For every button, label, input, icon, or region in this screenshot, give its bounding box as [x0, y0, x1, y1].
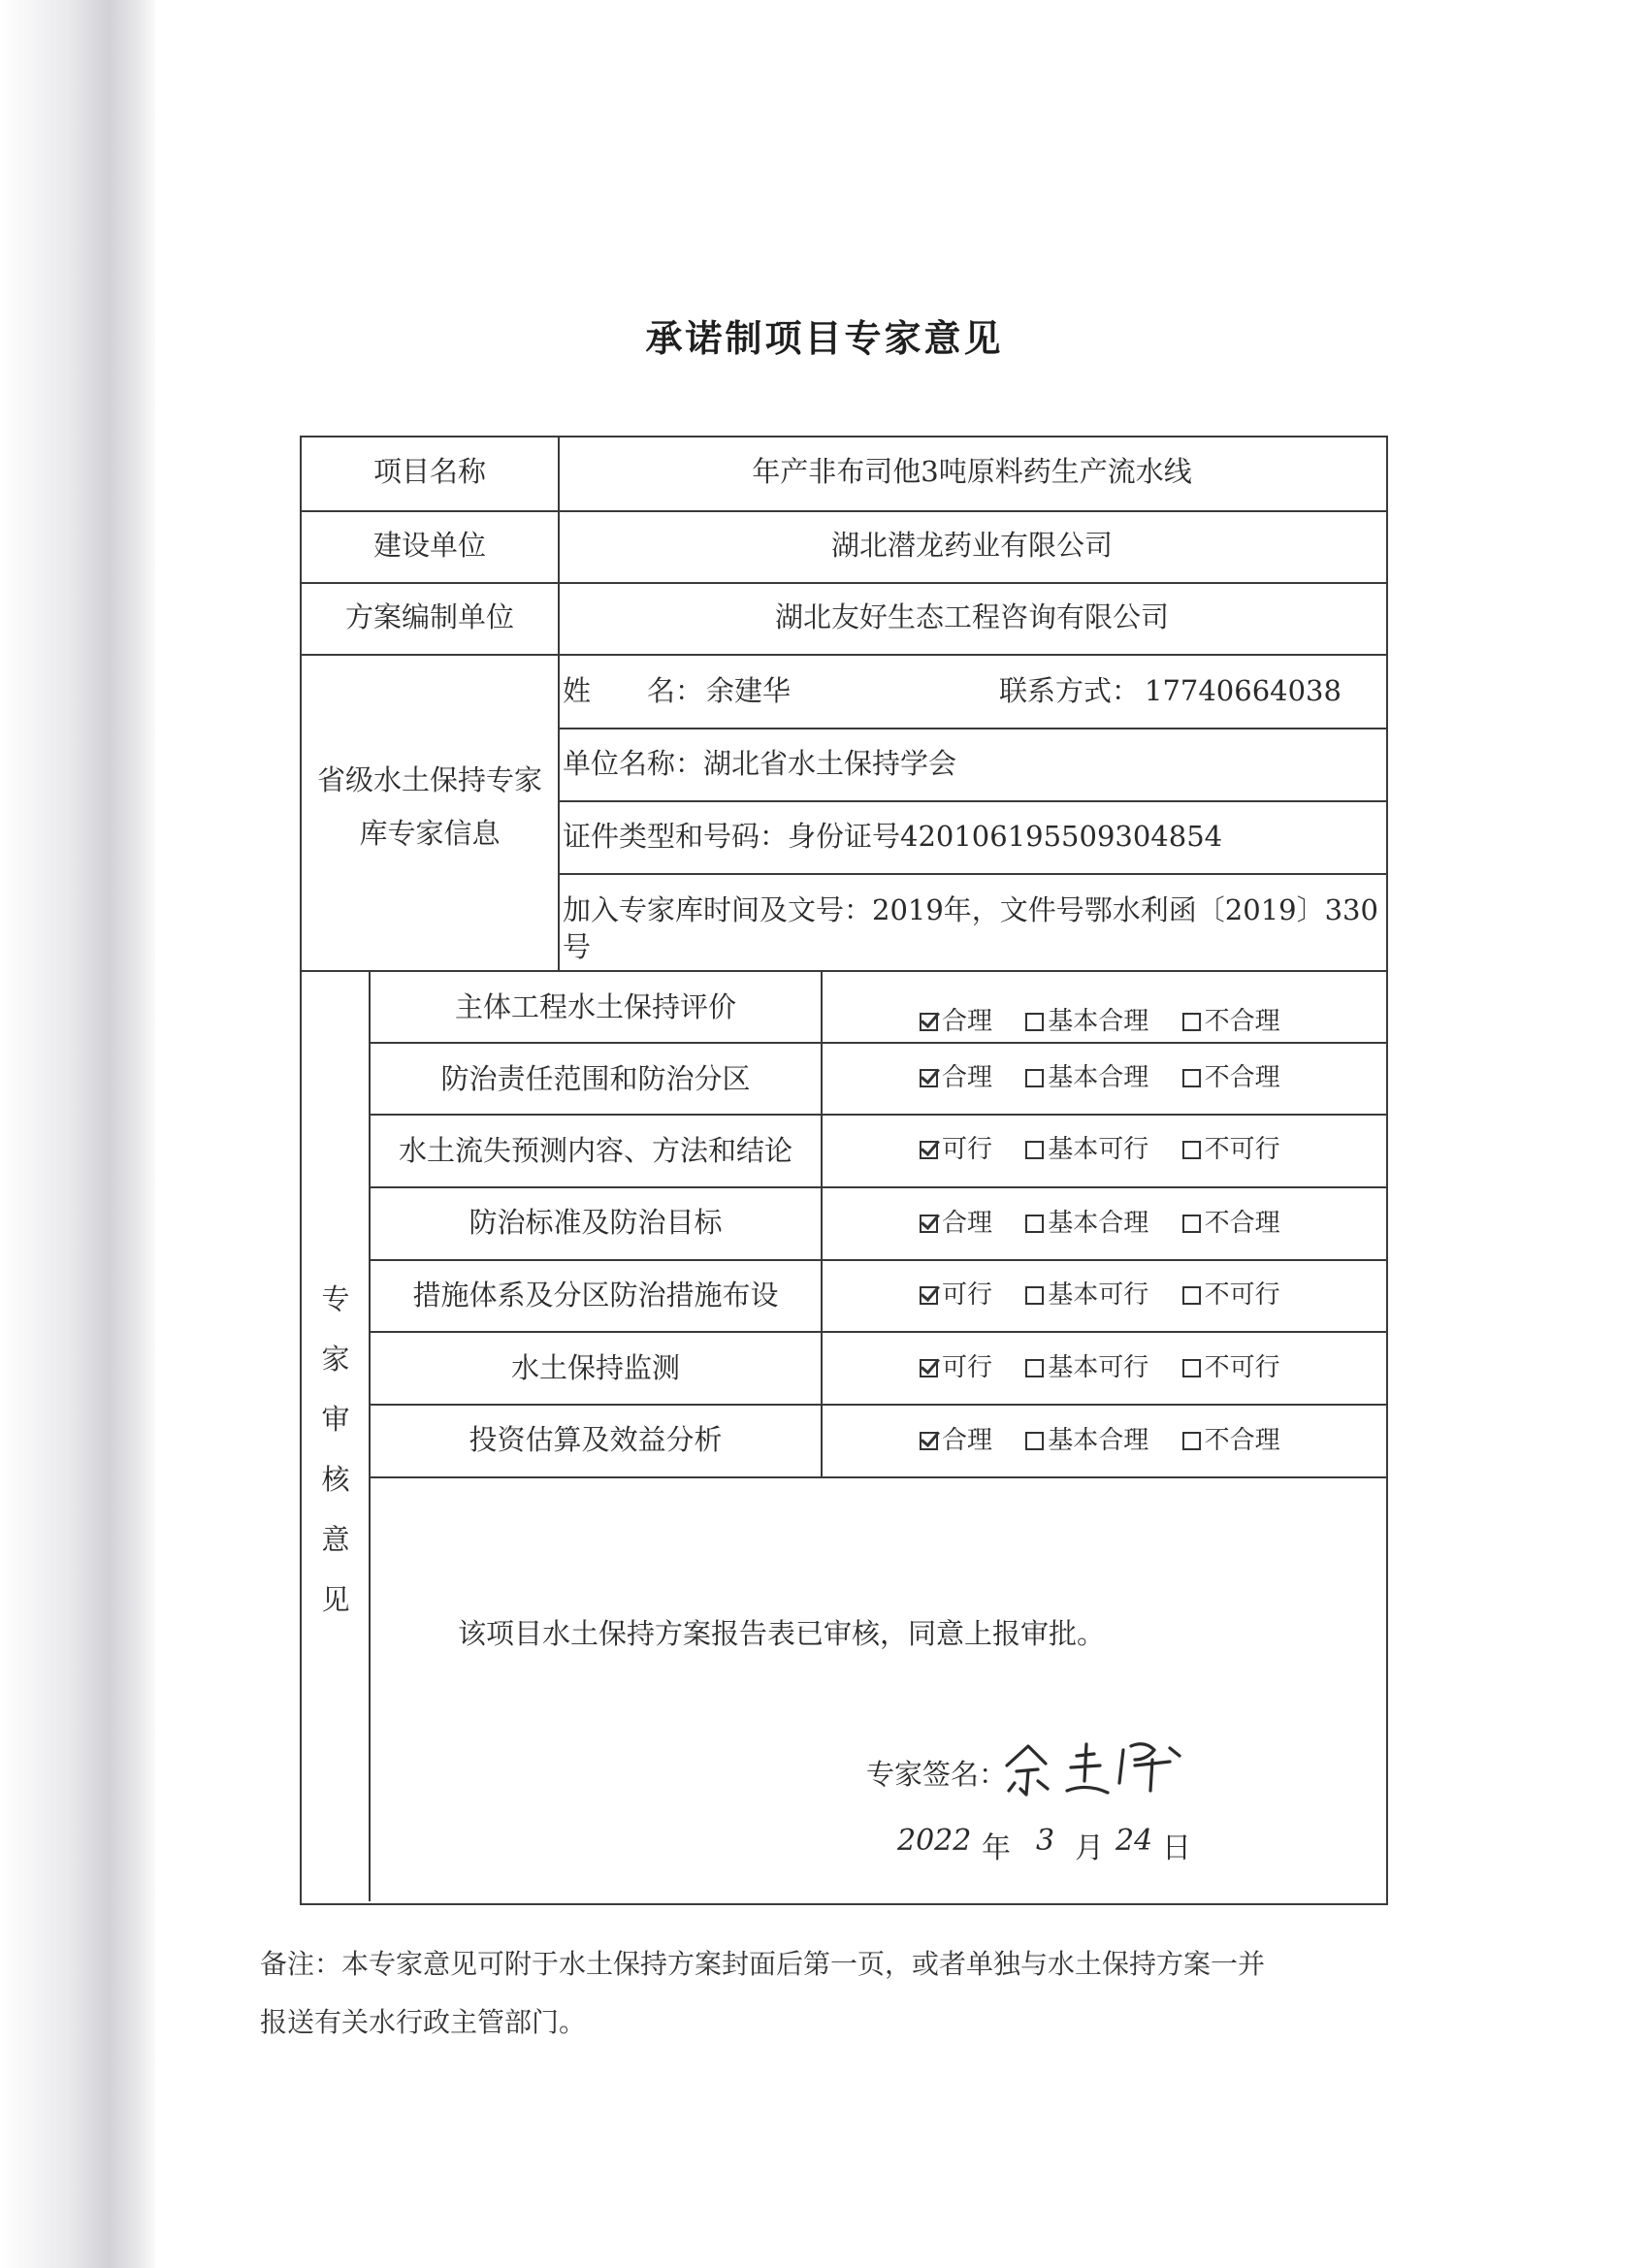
row-divider: [369, 1114, 1386, 1116]
row-divider: [369, 1331, 1386, 1333]
checked-box-icon: [920, 1432, 938, 1450]
review-options: [920, 1428, 1280, 1453]
review-item: 防治责任范围和防治分区: [440, 1062, 751, 1095]
project-name-label: 项目名称: [372, 455, 486, 488]
expert-name-label: 姓 名：: [563, 674, 704, 707]
review-label-char: 专: [321, 1282, 350, 1315]
section-divider: [300, 970, 1386, 972]
column-divider: [821, 970, 823, 1476]
checked-box-icon: [920, 1013, 938, 1031]
expert-info-label-line2: 库专家信息: [359, 817, 501, 850]
review-conclusion: 该项目水土保持方案报告表已审核，同意上报审批。: [458, 1617, 1106, 1650]
document-title: 承诺制项目专家意见: [645, 316, 1004, 360]
review-label-char: 意: [321, 1523, 350, 1556]
review-label-char: 核: [321, 1463, 350, 1496]
option-checkbox[interactable]: 基本合理: [1025, 1063, 1148, 1092]
review-item: 主体工程水土保持评价: [454, 990, 736, 1023]
option-checkbox[interactable]: 不合理: [1182, 1426, 1280, 1455]
option-checkbox[interactable]: 可行: [920, 1135, 992, 1164]
empty-box-icon: [1182, 1013, 1201, 1031]
checked-box-icon: [920, 1286, 938, 1305]
review-item: 水土保持监测: [510, 1351, 680, 1384]
option-checkbox[interactable]: 合理: [920, 1209, 992, 1238]
checked-box-icon: [920, 1359, 938, 1377]
column-divider: [558, 436, 560, 970]
empty-box-icon: [1025, 1069, 1044, 1087]
expert-id: 证件类型和号码：身份证号420106195509304854: [563, 820, 1223, 853]
option-checkbox[interactable]: 合理: [920, 1007, 992, 1036]
option-checkbox[interactable]: 不可行: [1182, 1135, 1280, 1164]
option-checkbox[interactable]: 合理: [920, 1063, 992, 1092]
date-day: 24: [1116, 1824, 1153, 1858]
review-item: 投资估算及效益分析: [469, 1423, 723, 1456]
expert-org: 单位名称：湖北省水土保持学会: [563, 747, 957, 780]
signature-label: 专家签名：: [866, 1758, 1008, 1791]
option-checkbox[interactable]: 不可行: [1182, 1353, 1280, 1382]
row-divider: [300, 582, 1386, 584]
option-checkbox[interactable]: 不合理: [1182, 1063, 1280, 1092]
review-label-char: 见: [321, 1583, 350, 1616]
empty-box-icon: [1182, 1286, 1201, 1305]
checked-box-icon: [920, 1141, 938, 1159]
row-divider: [558, 873, 1386, 875]
empty-box-icon: [1025, 1432, 1044, 1450]
option-checkbox[interactable]: 基本合理: [1025, 1007, 1148, 1036]
review-options: [920, 1282, 1280, 1308]
option-checkbox[interactable]: 合理: [920, 1426, 992, 1455]
builder-label: 建设单位: [372, 529, 486, 562]
row-divider: [558, 800, 1386, 802]
option-checkbox[interactable]: 基本可行: [1025, 1280, 1148, 1310]
empty-box-icon: [1025, 1215, 1044, 1233]
expert-join-line2: 号: [563, 930, 592, 963]
row-divider: [558, 728, 1386, 729]
row-divider: [369, 1259, 1386, 1261]
date-day-unit: 日: [1162, 1831, 1191, 1865]
empty-box-icon: [1182, 1215, 1201, 1233]
checked-box-icon: [920, 1215, 938, 1233]
compiler-label: 方案编制单位: [344, 600, 514, 633]
footnote-line1: 备注：本专家意见可附于水土保持方案封面后第一页，或者单独与水土保持方案一并: [260, 1948, 1266, 1980]
builder-value: 湖北潜龙药业有限公司: [830, 529, 1113, 562]
expert-contact-label: 联系方式：: [999, 674, 1141, 707]
option-checkbox[interactable]: 不可行: [1182, 1280, 1280, 1310]
date-month: 3: [1036, 1824, 1055, 1858]
row-divider: [369, 1404, 1386, 1406]
review-options: [920, 1211, 1280, 1236]
project-name-value: 年产非布司他3吨原料药生产流水线: [752, 455, 1192, 488]
empty-box-icon: [1182, 1069, 1201, 1087]
row-divider: [300, 510, 1386, 512]
option-checkbox[interactable]: 可行: [920, 1280, 992, 1310]
option-checkbox[interactable]: 基本可行: [1025, 1135, 1148, 1164]
empty-box-icon: [1025, 1141, 1044, 1159]
date-year-unit: 年: [982, 1831, 1011, 1865]
review-options: [920, 1065, 1280, 1090]
checked-box-icon: [920, 1069, 938, 1087]
empty-box-icon: [1025, 1359, 1044, 1377]
empty-box-icon: [1182, 1432, 1201, 1450]
date-month-unit: 月: [1075, 1831, 1104, 1865]
option-checkbox[interactable]: 不合理: [1182, 1209, 1280, 1238]
option-checkbox[interactable]: 不合理: [1182, 1007, 1280, 1036]
review-label-char: 家: [321, 1343, 350, 1376]
expert-info-label-line1: 省级水土保持专家: [316, 763, 542, 796]
review-item: 防治标准及防治目标: [469, 1206, 723, 1239]
expert-name: 余建华: [706, 674, 792, 707]
compiler-value: 湖北友好生态工程咨询有限公司: [774, 600, 1169, 633]
footnote-line2: 报送有关水行政主管部门。: [260, 2006, 587, 2038]
date-year: 2022: [897, 1824, 972, 1858]
expert-contact: 17740664038: [1145, 674, 1342, 707]
form-table: [300, 436, 1388, 1905]
review-options: [920, 1009, 1280, 1034]
option-checkbox[interactable]: 基本合理: [1025, 1209, 1148, 1238]
empty-box-icon: [1182, 1359, 1201, 1377]
empty-box-icon: [1025, 1013, 1044, 1031]
review-item: 措施体系及分区防治措施布设: [412, 1279, 779, 1312]
review-options: [920, 1137, 1280, 1162]
review-item: 水土流失预测内容、方法和结论: [398, 1134, 792, 1167]
option-checkbox[interactable]: 可行: [920, 1353, 992, 1382]
option-checkbox[interactable]: 基本合理: [1025, 1426, 1148, 1455]
empty-box-icon: [1025, 1286, 1044, 1305]
expert-join-line1: 加入专家库时间及文号：2019年，文件号鄂水利函〔2019〕330: [563, 893, 1378, 926]
row-divider: [369, 1186, 1386, 1188]
handwritten-signature: [999, 1727, 1212, 1804]
row-divider: [369, 1042, 1386, 1044]
review-label-char: 审: [321, 1403, 350, 1436]
review-options: [920, 1355, 1280, 1380]
option-checkbox[interactable]: 基本可行: [1025, 1353, 1148, 1382]
row-divider: [300, 654, 1386, 656]
empty-box-icon: [1182, 1141, 1201, 1159]
row-divider: [369, 1476, 1386, 1478]
